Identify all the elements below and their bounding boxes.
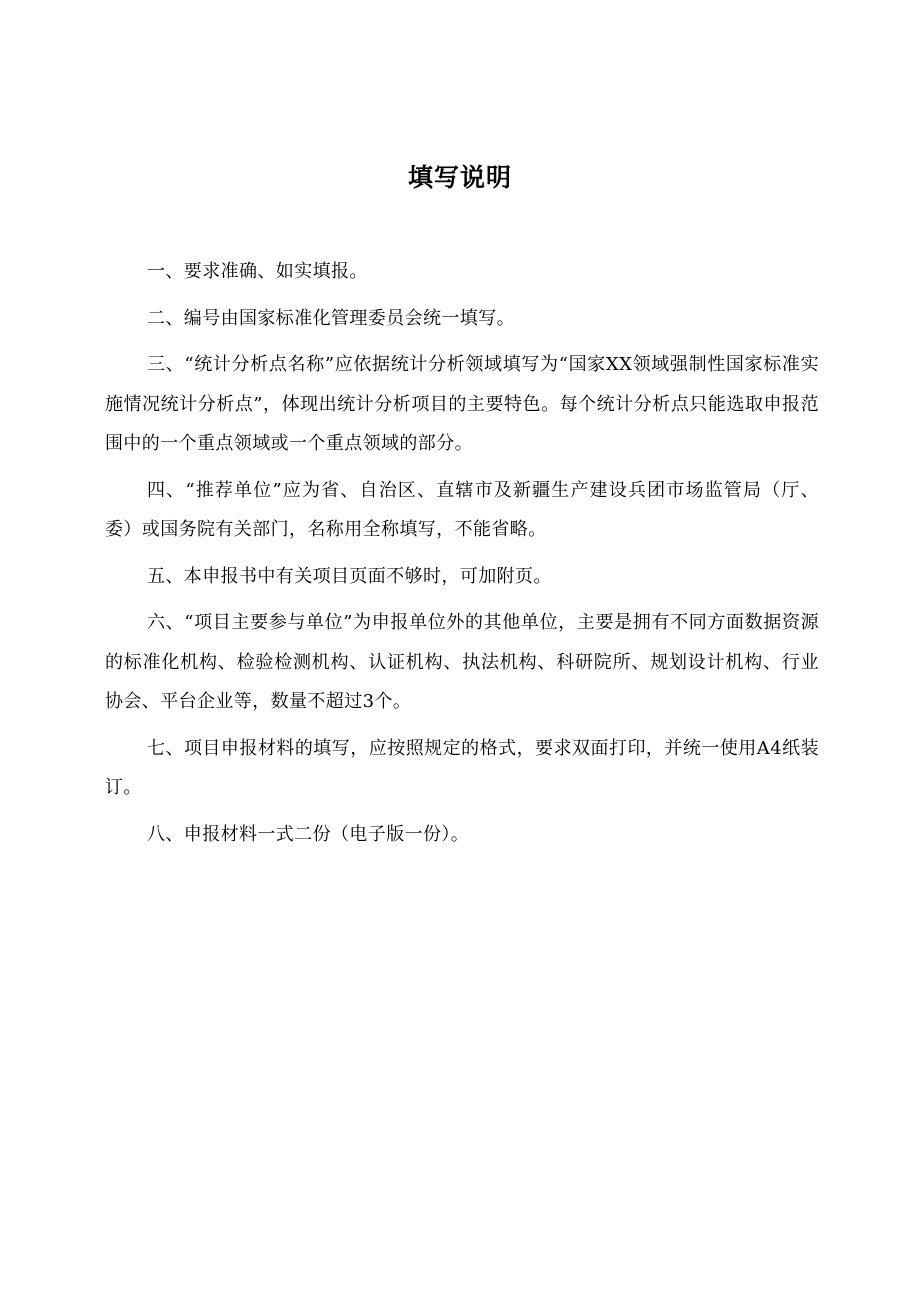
instruction-item-7: 七、项目申报材料的填写，应按照规定的格式，要求双面打印，并统一使用A4纸装订。: [105, 737, 819, 798]
instruction-item-6: 六、“项目主要参与单位”为申报单位外的其他单位，主要是拥有不同方面数据资源的标准化机构、检验检测机构、认证机构、执法机构、科研院所、规划设计机构、行业协会、平台企业等，数量不超过3个。: [105, 612, 819, 712]
instruction-item-8: 八、申报材料一式二份（电子版一份）。: [147, 823, 470, 845]
instructions-body: [105, 252, 819, 861]
page-title: 填写说明: [407, 163, 512, 192]
instruction-item-2: 二、编号由国家标准化管理委员会统一填写。: [147, 307, 515, 329]
instruction-item-1: 一、要求准确、如实填报。: [147, 261, 368, 282]
instruction-item-4: 四、“推荐单位”应为省、自治区、直辖市及新疆生产建设兵团市场监管局（厅、委）或国务院有关部门，名称用全称填写，不能省略。: [105, 479, 819, 540]
instruction-item-5: 五、本申报书中有关项目页面不够时，可加附页。: [147, 565, 552, 587]
instruction-item-3: 三、“统计分析点名称”应依据统计分析领域填写为“国家XX领域强制性国家标准实施情况统计分析点”，体现出统计分析项目的主要特色。每个统计分析点只能选取申报范围中的一个重点领域或一个重点领域的部分。: [105, 354, 819, 454]
